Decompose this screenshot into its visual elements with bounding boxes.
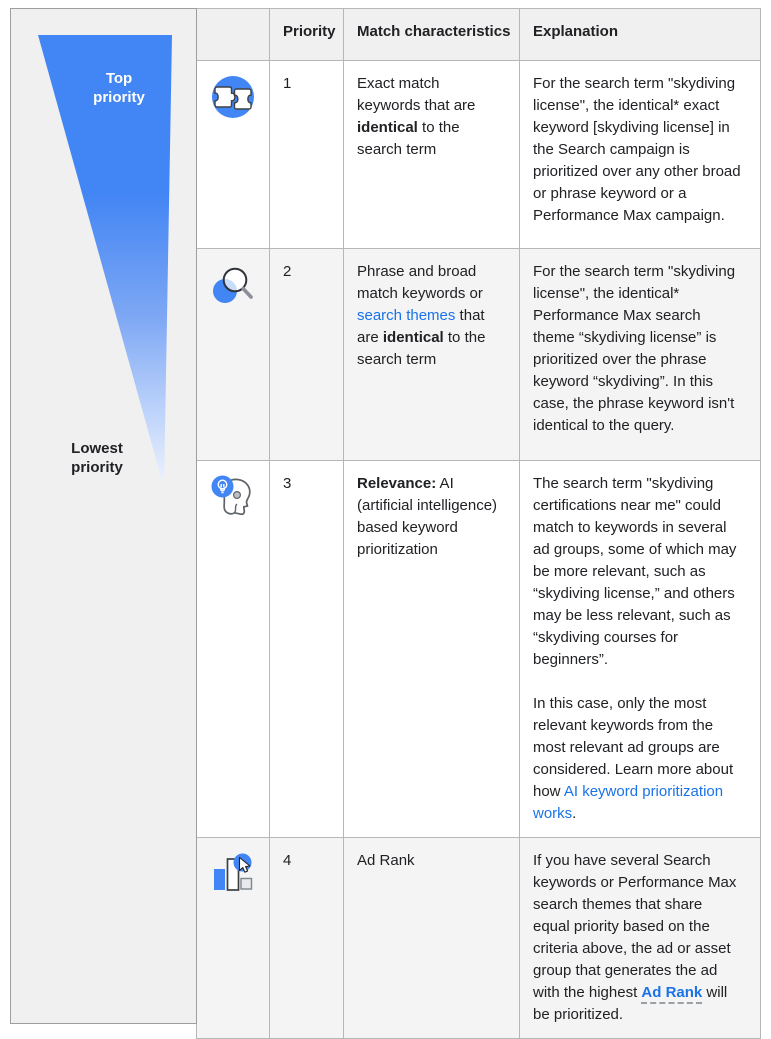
text-emphasis: Relevance: (357, 475, 437, 492)
text-link[interactable]: Ad Rank (641, 984, 702, 1004)
table-row (197, 249, 761, 461)
funnel-top-label: Top priority (93, 70, 145, 106)
text-emphasis: identical (357, 119, 418, 136)
ai-head-icon (209, 473, 257, 528)
magnifier-icon (209, 261, 257, 316)
table-row (197, 838, 761, 1039)
text-emphasis: identical (382, 329, 444, 346)
explanation-cell: The search term "skydiving certifications near me" could match to keywords in several ad groups, some of which may be more relevant, such as “skydiving license,” and others may be less relevant, such as “skydiving courses for beginners”. In this case, only the most relevant keywords from the most relevant ad groups are considered. Learn more about how AI keyword prioritization works. (520, 461, 761, 838)
match-characteristics-cell: Relevance: AI (artificial intelligence) based keyword prioritization (344, 461, 520, 838)
text-link[interactable]: search themes (357, 307, 456, 324)
priority-value: 4 (270, 838, 344, 1039)
column-header-priority: Priority (270, 9, 344, 61)
priority-table (196, 8, 761, 1039)
priority-value: 2 (270, 249, 344, 461)
puzzle-icon (209, 73, 257, 128)
match-characteristics-cell: Phrase and broad match keywords or search themes that are identical to the search term (344, 249, 520, 461)
column-header-icon (197, 9, 270, 61)
funnel-bottom-label: Lowest priority (71, 440, 123, 476)
funnel-panel (10, 8, 197, 1024)
match-characteristics-cell: Ad Rank (344, 838, 520, 1039)
priority-value: 1 (270, 61, 344, 249)
table-row (197, 461, 761, 838)
explanation-cell: If you have several Search keywords or Performance Max search themes that share equal priority based on the criteria above, the ad or asset group that generates the ad with the highest Ad Rank will be prioritized. (520, 838, 761, 1039)
explanation-cell: For the search term "skydiving license", the identical* Performance Max search theme “skydiving license” is prioritized over the phrase keyword “skydiving”. In this case, the phrase keyword isn't identical to the query. (520, 249, 761, 461)
column-header-explanation: Explanation (520, 9, 761, 61)
match-characteristics-cell: Exact match keywords that are identical to the search term (344, 61, 520, 249)
table-row (197, 61, 761, 249)
column-header-match: Match characteristics (344, 9, 520, 61)
bar-chart-cursor-icon (209, 850, 257, 905)
priority-value: 3 (270, 461, 344, 838)
text-link[interactable]: AI keyword prioritization works (533, 783, 724, 822)
explanation-cell: For the search term "skydiving license", the identical* exact keyword [skydiving license] in the Search campaign is prioritized over any other broad or phrase keyword or a Performance Max campaign. (520, 61, 761, 249)
header-row (197, 9, 761, 61)
